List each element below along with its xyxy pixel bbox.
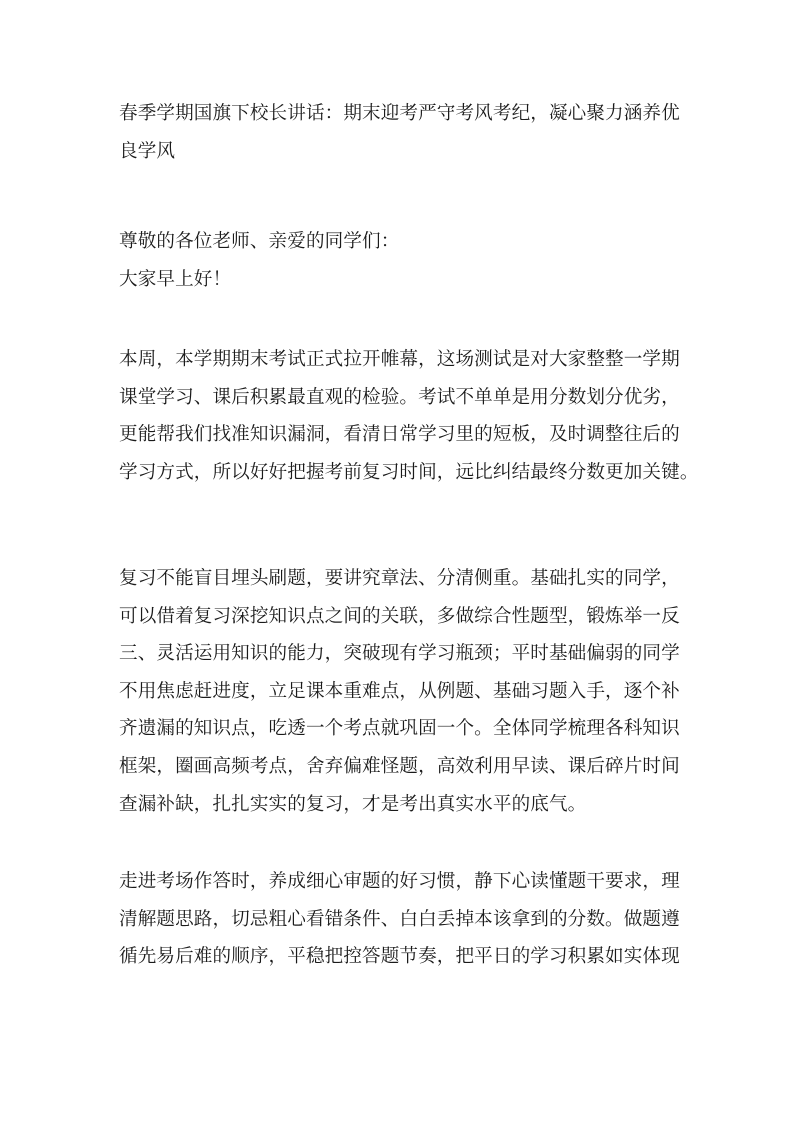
- paragraph-line: 齐遗漏的知识点，吃透一个考点就巩固一个。全体同学梳理各科知识: [119, 718, 680, 740]
- paragraph-2: [119, 560, 679, 823]
- paragraph-line: 走进考场作答时，养成细心审题的好习惯，静下心读懂题干要求，理: [119, 871, 680, 892]
- title-line: 良学风: [119, 140, 176, 162]
- paragraph-3: [119, 863, 679, 976]
- paragraph-line: 三、灵活运用知识的能力，突破现有学习瓶颈；平时基础偏弱的同学: [119, 643, 680, 665]
- paragraph-line: 更能帮我们找准知识漏洞，看清日常学习里的短板，及时调整往后的: [119, 424, 680, 446]
- paragraph-line: 清解题思路，切忌粗心看错条件、白白丢掉本该拿到的分数。做题遵: [119, 908, 680, 930]
- title-line: 春季学期国旗下校长讲话：期末迎考严守考风考纪，凝心聚力涵养优: [119, 103, 680, 124]
- paragraph-line: 不用焦虑赶进度，立足课本重难点，从例题、基础习题入手，逐个补: [119, 680, 680, 702]
- salutation: 尊敬的各位老师、亲爱的同学们：: [119, 231, 400, 252]
- paragraph-line: 查漏补缺，扎扎实实的复习，才是考出真实水平的底气。: [119, 793, 587, 815]
- paragraph-line: 复习不能盲目埋头刷题，要讲究章法、分清侧重。基础扎实的同学，: [119, 568, 680, 589]
- paragraph-line: 本周，本学期期末考试正式拉开帷幕，这场测试是对大家整整一学期: [119, 349, 680, 370]
- speech-title: [119, 95, 679, 170]
- greeting: [119, 223, 679, 298]
- paragraph-line: 框架，圈画高频考点，舍弃偏难怪题，高效利用早读、课后碎片时间: [119, 755, 680, 777]
- paragraph-line: 学习方式，所以好好把握考前复习时间，远比纠结最终分数更加关键。: [119, 461, 699, 483]
- hello-line: 大家早上好！: [119, 268, 232, 290]
- paragraph-line: 课堂学习、课后积累最直观的检验。考试不单单是用分数划分优劣，: [119, 386, 680, 408]
- paragraph-1: [119, 341, 699, 491]
- paragraph-line: 循先易后难的顺序，平稳把控答题节奏，把平日的学习积累如实体现: [119, 946, 680, 968]
- paragraph-line: 可以借着复习深挖知识点之间的关联，多做综合性题型，锻炼举一反: [119, 605, 680, 627]
